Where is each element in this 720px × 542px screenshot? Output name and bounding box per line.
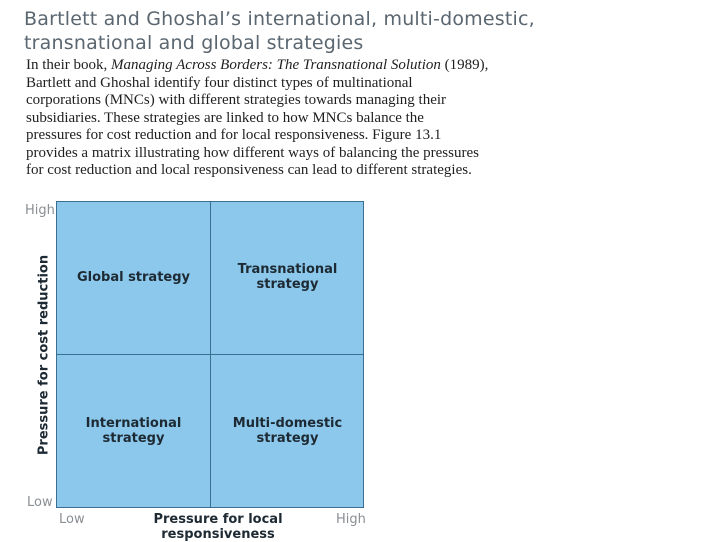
- quadrant-global: [57, 202, 210, 354]
- intro-paragraph: [26, 57, 716, 180]
- book-title: Managing Across Borders: The Transnational Solution: [110, 57, 441, 73]
- x-axis-title: Pressure for local responsiveness: [153, 512, 283, 542]
- quadrant-international: [57, 355, 210, 507]
- quadrant-international-label: International strategy: [85, 416, 182, 446]
- strategy-matrix: [56, 201, 364, 508]
- y-axis-low-label: Low: [27, 495, 53, 510]
- quadrant-transnational-label: Transnational strategy: [237, 262, 338, 292]
- paragraph-line-1-end: (1989),: [440, 57, 489, 73]
- paragraph-line-5: pressures for cost reduction and for local responsiveness. Figure 13.1: [26, 127, 442, 143]
- quadrant-global-label: Global strategy: [76, 269, 191, 285]
- x-axis-high-label: High: [336, 512, 366, 527]
- heading-line-2: transnational and global strategies: [24, 32, 364, 54]
- paragraph-line-2: Bartlett and Ghoshal identify four distinct types of multinational: [26, 74, 413, 91]
- heading-line-1: Bartlett and Ghoshal’s international, multi-domestic,: [24, 8, 535, 30]
- y-axis-title: Pressure for cost reduction: [36, 254, 52, 456]
- quadrant-multi-domestic-label: Multi-domestic strategy: [232, 416, 343, 446]
- paragraph-line-1-start: In their book,: [26, 57, 111, 73]
- quadrant-transnational: [211, 202, 364, 354]
- paragraph-line-7: for cost reduction and local responsiveness can lead to different strategies.: [26, 162, 472, 178]
- x-axis-low-label: Low: [59, 512, 85, 527]
- quadrant-multi-domestic: [211, 355, 364, 507]
- y-axis-high-label: High: [25, 203, 55, 218]
- paragraph-line-6: provides a matrix illustrating how different ways of balancing the pressures: [26, 144, 479, 161]
- page-heading: [24, 7, 704, 55]
- paragraph-line-3: corporations (MNCs) with different strategies towards managing their: [26, 92, 447, 108]
- paragraph-line-4: subsidiaries. These strategies are linked to how MNCs balance the: [26, 109, 424, 126]
- paragraph-line-1: [26, 57, 716, 75]
